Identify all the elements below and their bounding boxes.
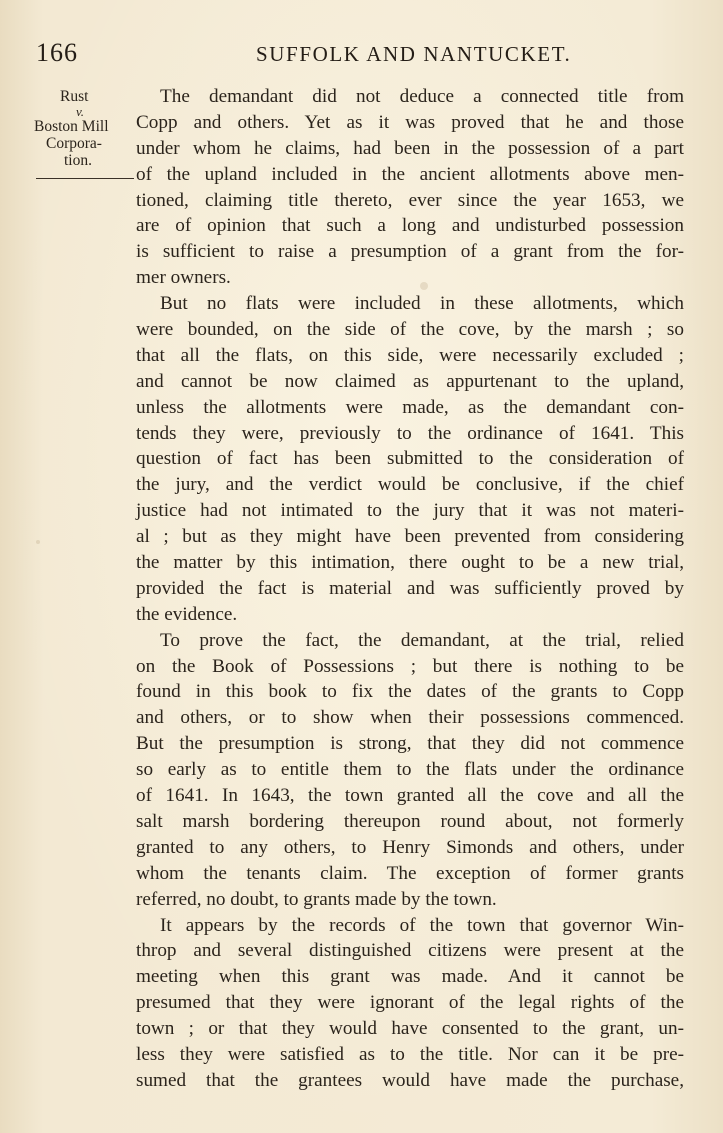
text-line: unless the allotments were made, as the demandant con- [136, 396, 684, 418]
text-line: The demandant did not deduce a connected title from [160, 86, 684, 107]
text-line: is sufficient to raise a presumption of a grant from the for- [136, 241, 684, 263]
text-line: are of opinion that such a long and undisturbed possession [136, 215, 684, 237]
text-line: salt marsh bordering thereupon round about, not formerly [136, 810, 684, 832]
text-line: found in this book to fix the dates of the grants to Copp [136, 681, 684, 703]
page-number: 166 [36, 38, 78, 67]
text-line: tends they were, previously to the ordinance of 1641. This [136, 422, 684, 444]
margin-case-note [28, 88, 140, 169]
text-line: and cannot be now claimed as appurtenant to the upland, [136, 370, 684, 392]
text-line: throp and several distinguished citizens were present at the [136, 940, 684, 962]
text-line: presumed that they were ignorant of the legal rights of the [136, 992, 684, 1014]
text-line: But the presumption is strong, that they did not commence [136, 733, 684, 755]
paper-stain [36, 540, 40, 544]
running-head [0, 38, 723, 74]
text-line: sumed that the grantees would have made the purchase, [136, 1069, 684, 1091]
body-text [136, 84, 684, 1094]
text-line: Copp and others. Yet as it was proved that he and those [136, 111, 684, 133]
text-line: provided the fact is material and was sufficiently proved by [136, 577, 684, 599]
text-line: the matter by this intimation, there ought to be a new trial, [136, 552, 684, 574]
text-line: tioned, claiming title thereto, ever since the year 1653, we [136, 189, 684, 211]
margin-note-line: Rust [60, 88, 89, 105]
margin-note-rule [36, 178, 134, 179]
text-line: question of fact has been submitted to the consideration of [136, 448, 684, 470]
text-line: of 1641. In 1643, the town granted all the cove and all the [136, 785, 684, 807]
text-line: and others, or to show when their possessions commenced. [136, 707, 684, 729]
text-line: less they were satisfied as to the title. Nor can it be pre- [136, 1043, 684, 1065]
text-line: the jury, and the verdict would be conclusive, if the chief [136, 474, 684, 496]
margin-note-line: Corpora- [46, 135, 102, 152]
margin-note-line: tion. [64, 152, 92, 169]
text-line: of the upland included in the ancient allotments above men- [136, 163, 684, 185]
margin-note-line: v. [76, 104, 85, 119]
text-line: referred, no doubt, to grants made by the town. [136, 888, 497, 910]
text-line: But no flats were included in these allotments, which [160, 293, 684, 315]
text-line: meeting when this grant was made. And it cannot be [136, 966, 684, 988]
margin-note-line: Boston Mill [34, 118, 109, 135]
text-line: granted to any others, to Henry Simonds and others, under [136, 836, 684, 858]
text-line: the evidence. [136, 603, 238, 625]
running-title: SUFFOLK AND NANTUCKET. [256, 42, 572, 66]
text-line: so early as to entitle them to the flats under the ordinance [136, 759, 684, 781]
text-line: al ; but as they might have been prevented from considering [136, 526, 684, 548]
text-line: were bounded, on the side of the cove, by the marsh ; so [136, 319, 684, 341]
text-line: To prove the fact, the demandant, at the trial, relied [160, 629, 684, 651]
text-line: justice had not intimated to the jury that it was not materi- [136, 500, 684, 522]
text-line: mer owners. [136, 267, 231, 289]
text-line: on the Book of Possessions ; but there is nothing to be [136, 655, 684, 677]
text-line: under whom he claims, had been in the possession of a part [136, 137, 684, 159]
text-line: It appears by the records of the town that governor Win- [160, 914, 684, 936]
text-line: that all the flats, on this side, were necessarily excluded ; [136, 344, 684, 366]
text-line: whom the tenants claim. The exception of former grants [136, 862, 684, 884]
text-line: town ; or that they would have consented to the grant, un- [136, 1018, 684, 1040]
